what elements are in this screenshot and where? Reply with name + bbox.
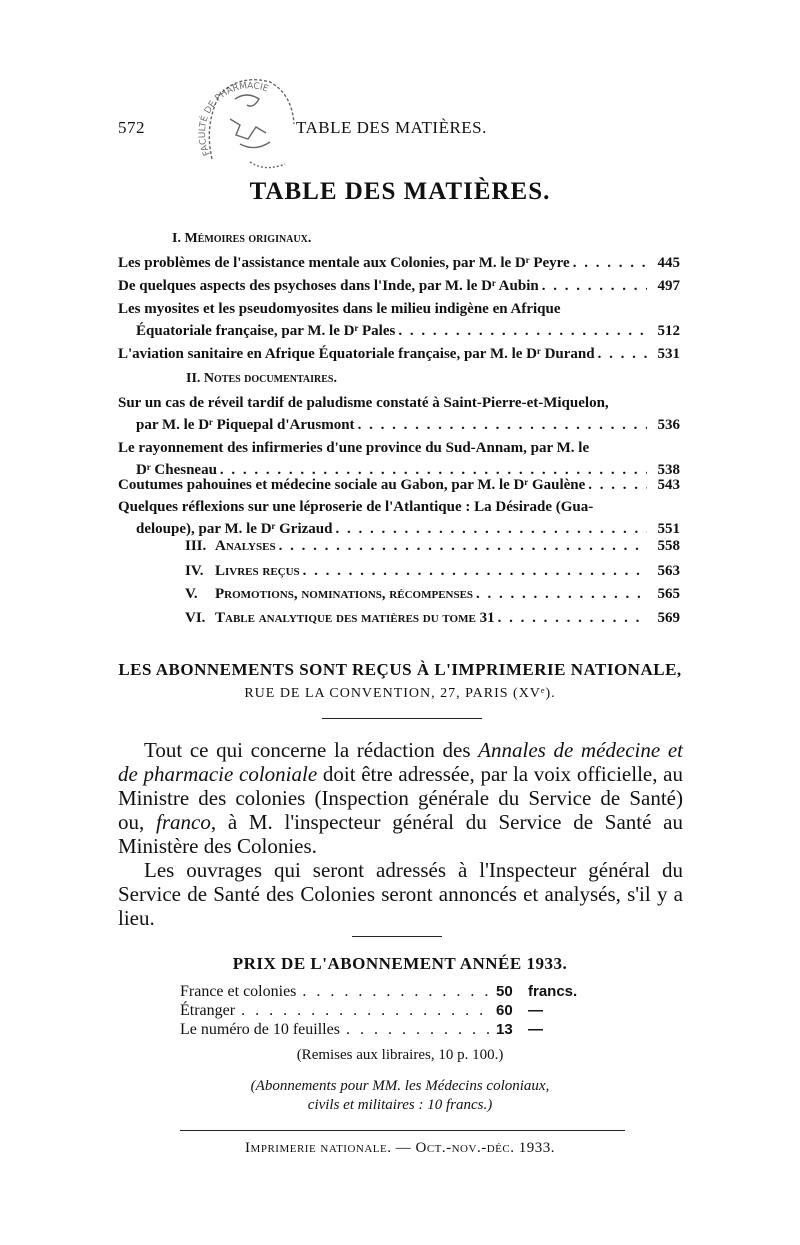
entry-page: 565 — [657, 586, 680, 602]
section-label: Table analytique des matières du tome 31 — [215, 610, 495, 626]
entry-title: De quelques aspects des psychoses dans l'Inde, par M. le Dʳ Aubin — [118, 278, 539, 294]
price-value: 50 — [496, 983, 513, 1000]
paragraph-text: Tout ce qui concerne la rédaction des — [144, 738, 479, 762]
remises-note: (Remises aux libraires, 10 p. 100.) — [296, 1047, 504, 1063]
toc-section-row — [185, 586, 680, 603]
price-row — [180, 1021, 620, 1039]
toc-section-row — [185, 538, 680, 555]
subscription-address: RUE DE LA CONVENTION, 27, PARIS (XVᵉ). — [244, 686, 556, 701]
section-numeral: IV. — [185, 563, 204, 579]
running-title: TABLE DES MATIÈRES. — [296, 118, 487, 137]
entry-page: 531 — [657, 346, 680, 362]
price-unit: — — [528, 1021, 543, 1038]
toc-entry — [118, 343, 680, 365]
price-title: PRIX DE L'ABONNEMENT ANNÉE 1933. — [232, 954, 568, 973]
entry-page: 497 — [657, 278, 680, 294]
price-label: Le numéro de 10 feuilles — [180, 1021, 340, 1038]
editorial-paragraph-2: Les ouvrages qui seront adressés à l'Inspecteur général du Service de Santé des Colonies seront annoncés et analysés, s'il y a lieu. — [118, 858, 683, 930]
section-label: Livres reçus — [215, 563, 300, 579]
page-number: 572 — [118, 118, 145, 137]
paragraph-text: doit être adressée, par la voix officielle, au Ministre des colonies (Inspection générale du Service de Santé) ou, — [118, 762, 684, 834]
entry-page: 536 — [657, 417, 680, 433]
toc-entry — [118, 496, 680, 540]
divider — [352, 936, 442, 937]
entry-title: Les problèmes de l'assistance mentale aux Colonies, par M. le Dʳ Peyre — [118, 255, 570, 271]
entry-title: Le rayonnement des infirmeries d'une province du Sud-Annam, par M. le — [118, 440, 590, 456]
page-title: TABLE DES MATIÈRES. — [249, 178, 551, 205]
entry-page: 538 — [657, 462, 680, 478]
entry-page: 558 — [657, 538, 680, 554]
section-numeral: III. — [185, 538, 207, 554]
section-numeral: VI. — [185, 610, 206, 626]
abonnements-note-2: civils et militaires : 10 francs.) — [307, 1097, 493, 1113]
section-heading-notes: II. Notes documentaires. — [186, 371, 337, 386]
franco-word: franco — [156, 810, 211, 834]
entry-title-continued: par M. le Dʳ Piquepal d'Arusmont — [136, 417, 355, 433]
journal-title: Annales de médecine et de pharmacie coloniale — [118, 738, 683, 786]
editorial-paragraph — [118, 738, 683, 858]
entry-page: 445 — [657, 255, 680, 271]
entry-page: 569 — [657, 610, 680, 626]
toc-section-row — [185, 610, 680, 627]
toc-entry — [118, 298, 680, 342]
toc-entry — [118, 275, 680, 297]
price-value: 60 — [496, 1002, 513, 1019]
entry-title: Sur un cas de réveil tardif de paludisme constaté à Saint-Pierre-et-Miquelon, — [118, 395, 609, 411]
entry-title: Quelques réflexions sur une léproserie de l'Atlantique : La Désirade (Gua- — [118, 499, 594, 515]
entry-page: 512 — [657, 323, 680, 339]
entry-title: Les myosites et les pseudomyosites dans le milieu indigène en Afrique — [118, 301, 561, 317]
entry-title: Coutumes pahouines et médecine sociale au Gabon, par M. le Dʳ Gaulène — [118, 477, 586, 493]
section-label: Promotions, nominations, récompenses — [215, 586, 474, 602]
price-row — [180, 1002, 620, 1020]
library-stamp — [190, 64, 310, 184]
price-unit: francs. — [528, 983, 578, 1000]
paragraph-text: , à M. l'inspecteur général du Service de Santé au Ministère des Colonies. — [118, 810, 684, 858]
imprint-rule — [180, 1130, 625, 1131]
entry-title-continued: Dʳ Chesneau — [136, 462, 217, 478]
entry-title-continued: deloupe), par M. le Dʳ Grizaud — [136, 521, 333, 537]
toc-entry — [118, 252, 680, 274]
toc-section-row — [185, 563, 680, 580]
stamp-text: FACULTÉ DE PHARMACIE — [197, 81, 270, 158]
price-row — [180, 983, 620, 1001]
entry-page: 563 — [657, 563, 680, 579]
entry-page: 551 — [657, 521, 680, 537]
toc-entry — [118, 392, 680, 436]
price-label: France et colonies — [180, 983, 297, 1000]
entry-title: L'aviation sanitaire en Afrique Équatoriale française, par M. le Dʳ Durand — [118, 346, 595, 362]
abonnements-note-1: (Abonnements pour MM. les Médecins coloniaux, — [250, 1078, 550, 1094]
entry-page: 543 — [657, 477, 680, 493]
section-heading-memoires: I. Mémoires originaux. — [172, 231, 312, 246]
toc-entry — [118, 474, 680, 496]
section-label: Analyses — [215, 538, 276, 554]
price-unit: — — [528, 1002, 543, 1019]
entry-title-continued: Équatoriale française, par M. le Dʳ Pales — [136, 323, 396, 339]
price-label: Étranger — [180, 1002, 236, 1019]
subscription-notice: LES ABONNEMENTS SONT REÇUS À L'IMPRIMERIE NATIONALE, — [118, 660, 682, 679]
imprint: Imprimerie nationale. — Oct.-nov.-déc. 1933. — [245, 1140, 555, 1156]
divider — [322, 718, 482, 719]
price-value: 13 — [496, 1021, 513, 1038]
section-numeral: V. — [185, 586, 198, 602]
